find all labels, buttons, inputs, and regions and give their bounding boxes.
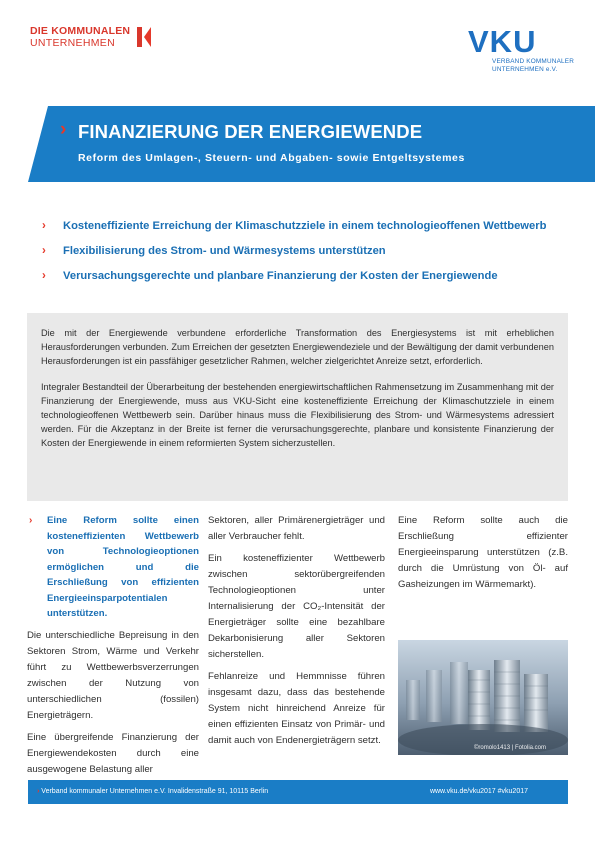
column-3 — [398, 513, 568, 599]
photo-credit: ©romolo1413 | Fotolia.com — [473, 745, 546, 751]
vku-subline-2: UNTERNEHMEN e.V. — [492, 66, 558, 73]
chevron-icon: › — [37, 788, 40, 795]
key-point-text: Verursachungsgerechte und planbare Finanzierung der Kosten der Energiewende — [63, 270, 498, 282]
key-point-text: Flexibilisierung des Strom- und Wärmesystems unterstützen — [63, 245, 386, 257]
column-1-paragraph-1: Die unterschiedliche Bepreisung in den Sektoren Strom, Wärme und Verkehr führt zu Wettbewerbsverzerrungen zwischen der Nutzung von unterschiedlichen (fossilen) Energieträgern. — [27, 629, 199, 721]
vku-wordmark: VKU — [468, 24, 537, 59]
coins-photo — [398, 640, 568, 755]
key-point — [40, 268, 570, 285]
band-notch-icon — [28, 106, 48, 182]
column-2 — [208, 513, 385, 755]
footer-link[interactable]: www.vku.de/vku2017 #vku2017 — [429, 788, 528, 795]
vku-logo — [468, 24, 575, 84]
vku-subline-1: VERBAND KOMMUNALER — [492, 58, 575, 65]
column-2-paragraph-1: Sektoren, aller Primärenergieträger und aller Verbraucher fehlt. — [208, 515, 385, 542]
column-1 — [27, 513, 199, 784]
key-point — [40, 218, 570, 235]
page-title: FINANZIERUNG DER ENERGIEWENDE — [78, 121, 423, 142]
k-logo-icon — [137, 27, 151, 47]
logo-line2: UNTERNEHMEN — [30, 37, 115, 49]
chevron-icon: › — [42, 245, 46, 257]
lead-statement — [27, 513, 199, 622]
column-3-paragraph-1: Eine Reform sollte auch die Erschließung effizienter Energieeinsparung unterstützen (z.B. durch die Umrüstung von Öl- auf Gasheizungen im Wärmemarkt). — [398, 515, 568, 590]
intro-box — [27, 313, 568, 501]
intro-paragraph-1: Die mit der Energiewende verbundene erforderliche Transformation des Energiesystems ist mit erheblichen Herausforderungen verbunden. Zum Erreichen der gesetzten Energiewendeziele und der Bewältigung der damit verbundenen Herausforderungen ist ein passfähiger gesetzlicher Rahmen, welcher zielgerichtet Anreize setzt, erforderlich. — [41, 328, 554, 366]
key-points-list — [40, 218, 570, 293]
key-point-text: Kosteneffiziente Erreichung der Klimaschutzziele in einem technologieoffenen Wettbewerb — [63, 220, 547, 232]
intro-paragraph-2: Integraler Bestandteil der Überarbeitung der bestehenden energiewirtschaftlichen Rahmensetzung im Zusammenhang mit der Finanzierung der Energiewende, muss aus VKU-Sicht eine kosteneffiziente Erreichung der Klimaschutzziele in einem technologieoffenen Wettbewerb sein. Darüber hinaus muss die Flexibilisierung des Strom- und Wärmesystems adressiert werden. Für die Akzeptanz in der Breite ist ferner die verursachungsgerechte, planbare und konsistente Finanzierung der Kosten der Energiewende in einem reformierten System sicherzustellen. — [41, 382, 554, 448]
page-subtitle: Reform des Umlagen-, Steuern- und Abgaben- sowie Entgeltsystemes — [78, 152, 465, 164]
column-1-paragraph-2: Eine übergreifende Finanzierung der Energiewendekosten durch eine ausgewogene Belastung aller — [27, 731, 199, 775]
chevron-icon: › — [29, 515, 33, 526]
chevron-icon: › — [60, 119, 67, 140]
footer-address-text: Verband kommunaler Unternehmen e.V. Invalidenstraße 91, 10115 Berlin — [41, 788, 269, 795]
key-point — [40, 243, 570, 260]
footer-bar — [28, 780, 568, 804]
coins-illustration-icon — [398, 640, 568, 755]
column-2-paragraph-2: Ein kosteneffizienter Wettbewerb zwischen sektorübergreifenden Technologieoptionen unter Internalisierung der CO₂-Intensität der Energieträger sollte eine bezahlbare Dekarbonisierung aller Sektoren sicherstellen. — [208, 553, 385, 660]
lead-text: Eine Reform sollte einen kosteneffizienten Wettbewerb von Technologieoptionen ermöglichen und die Erschließung von effizienten Energieeinsparpotentialen unterstützen. — [47, 515, 199, 619]
column-2-paragraph-3: Fehlanreize und Hemmnisse führen insgesamt dazu, dass das bestehende System nicht hinreichend Anreize für einen effizienten Einsatz von Primär- und damit auch von Endenergieträgern setzt. — [208, 671, 385, 746]
title-band — [28, 106, 595, 182]
logo-line1: DIE KOMMUNALEN — [30, 25, 131, 37]
chevron-icon: › — [42, 220, 46, 232]
footer-address — [37, 788, 268, 795]
chevron-icon: › — [42, 270, 46, 282]
